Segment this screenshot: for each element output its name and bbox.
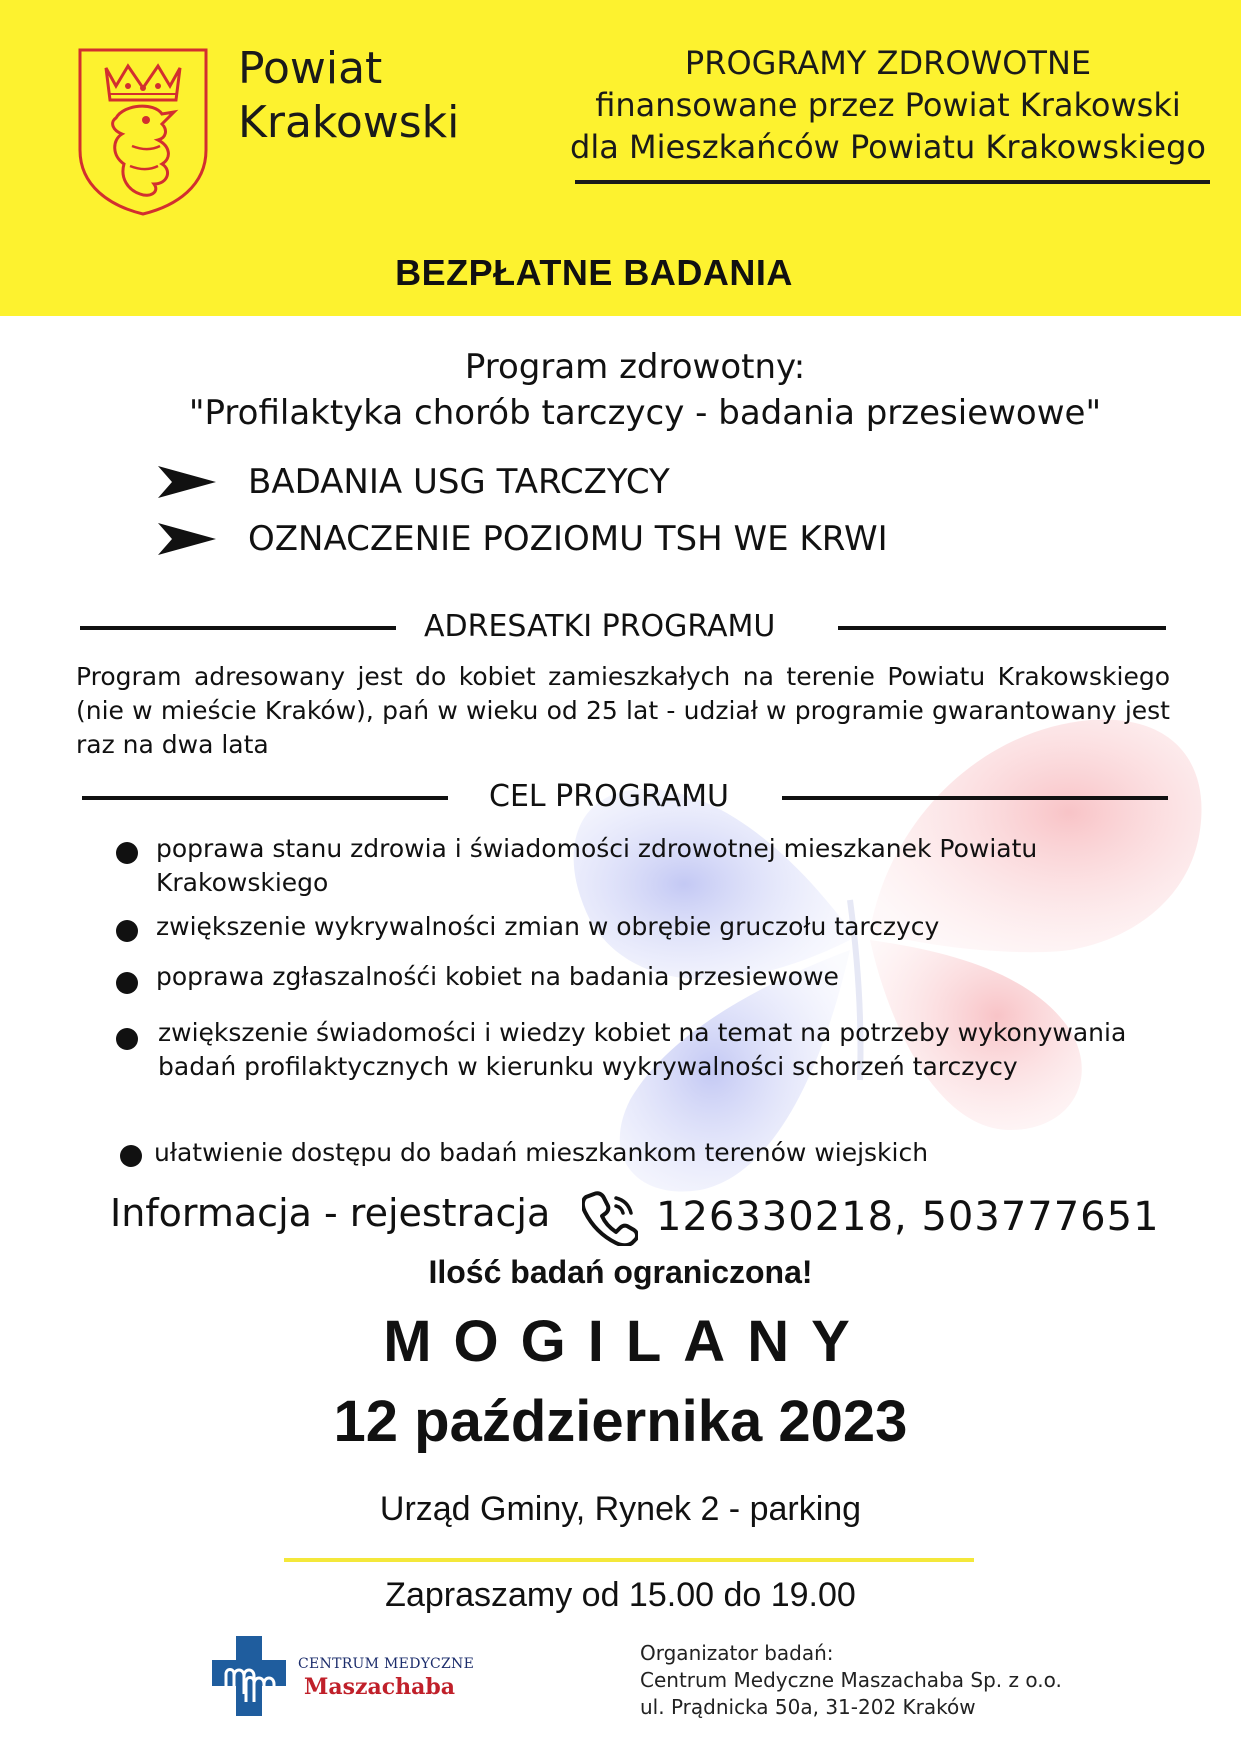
audience-text: Program adresowany jest do kobiet zamieszkałych na terenie Powiatu Krakowskiego (nie w mieście Kraków), pań w wieku od 25 lat - udział w programie gwarantowany jest raz na dwa lata — [76, 662, 1170, 759]
goal-item-text: zwiększenie świadomości i wiedzy kobiet na temat na potrzeby wykonywania badań profilaktycznych w kierunku wykrywalności schorzeń tarczycy — [158, 1018, 1127, 1081]
goal-item — [112, 910, 1172, 946]
goals-heading-row — [78, 772, 1168, 822]
program-label: Program zdrowotny: — [464, 347, 806, 387]
goals-heading: CEL PROGRAMU — [489, 779, 729, 814]
section-divider — [782, 796, 1168, 800]
program-item-text: OZNACZENIE POZIOMU TSH WE KRWI — [248, 519, 888, 559]
section-divider — [838, 626, 1166, 630]
limited-notice: Ilość badań ograniczona! — [428, 1254, 813, 1290]
free-exams-title: BEZPŁATNE BADANIA — [395, 252, 793, 293]
telephone-handset-icon — [582, 1190, 638, 1246]
event-address: Urząd Gminy, Rynek 2 - parking — [379, 1490, 862, 1528]
bullet-dot-icon — [116, 842, 138, 864]
event-place: MOGILANY — [383, 1309, 872, 1374]
organizer-block — [640, 1640, 1062, 1721]
arrow-bullet-icon — [158, 523, 216, 555]
header-title-line-3: dla Mieszkańców Powiatu Krakowskiego — [570, 128, 1206, 166]
header-divider — [575, 180, 1210, 184]
audience-heading-row — [78, 602, 1168, 652]
event-date: 12 października 2023 — [333, 1389, 908, 1454]
brand-line-1: Powiat — [238, 43, 383, 94]
registration-label: Informacja - rejestracja — [110, 1191, 551, 1235]
address-divider — [284, 1558, 974, 1562]
bullet-dot-icon — [116, 972, 138, 994]
clinic-name-top: CENTRUM MEDYCZNE — [298, 1656, 475, 1672]
brand-line-2: Krakowski — [238, 97, 460, 148]
bullet-dot-icon — [120, 1145, 142, 1167]
organizer-name: Centrum Medyczne Maszachaba Sp. z o.o. — [640, 1668, 1062, 1692]
goal-item-text: poprawa stanu zdrowia i świadomości zdrowotnej mieszkanek Powiatu Krakowskiego — [156, 834, 1038, 897]
organizer-address: ul. Prądnicka 50a, 31-202 Kraków — [640, 1695, 976, 1719]
goal-item-text: zwiększenie wykrywalności zmian w obrębie gruczołu tarczycy — [156, 912, 940, 941]
goal-item-text: ułatwienie dostępu do badań mieszkankom terenów wiejskich — [154, 1138, 929, 1167]
program-name: "Profilaktyka chorób tarczycy - badania przesiewowe" — [188, 393, 1102, 433]
crowned-eagle-crest-icon — [76, 46, 210, 216]
header-title-block — [548, 42, 1228, 168]
program-item-text: BADANIA USG TARCZYCY — [248, 462, 670, 502]
clinic-name-bottom: Maszachaba — [304, 1674, 456, 1700]
section-divider — [80, 626, 396, 630]
centrum-medyczne-cross-logo-icon — [212, 1636, 286, 1716]
organizer-label: Organizator badań: — [640, 1641, 834, 1665]
goal-item — [112, 1016, 1172, 1120]
audience-heading: ADRESATKI PROGRAMU — [424, 609, 776, 644]
goal-item-text: poprawa zgłaszalnośći kobiet na badania przesiewowe — [156, 962, 839, 991]
header-title-line-1: PROGRAMY ZDROWOTNE — [684, 44, 1092, 82]
bullet-dot-icon — [116, 920, 138, 942]
program-item — [158, 457, 670, 507]
powiat-krakowski-brand — [238, 42, 459, 150]
goal-item — [112, 960, 1172, 996]
bullet-dot-icon — [116, 1028, 138, 1050]
program-item — [158, 514, 888, 564]
event-hours: Zapraszamy od 15.00 do 19.00 — [385, 1576, 856, 1614]
section-divider — [82, 796, 448, 800]
registration-phones[interactable]: 126330218, 503777651 — [656, 1194, 1160, 1240]
goal-item — [112, 1136, 1172, 1172]
arrow-bullet-icon — [158, 466, 216, 498]
goal-item — [112, 832, 1172, 902]
header-title-line-2: finansowane przez Powiat Krakowski — [595, 86, 1181, 124]
